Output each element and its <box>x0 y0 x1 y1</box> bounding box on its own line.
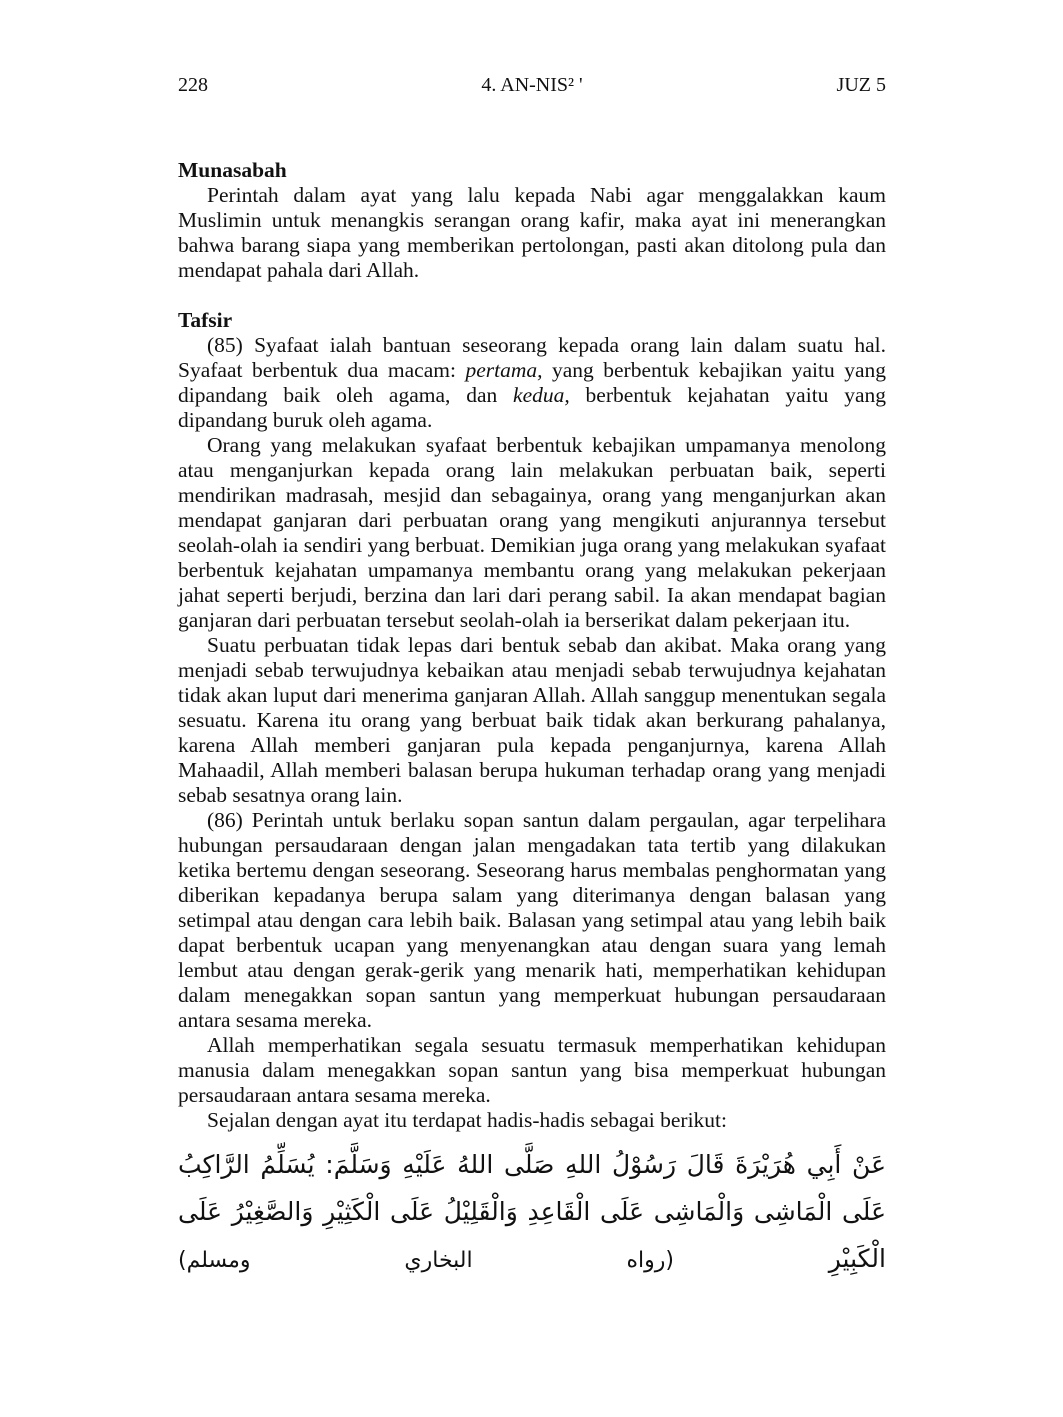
tafsir-paragraph: Suatu perbuatan tidak lepas dari bentuk sebab dan akibat. Maka orang yang menjadi sebab terwujudnya kebaikan atau menjadi sebab terwujudnya kejahatan tidak akan luput dari menerima ganjaran Allah. Allah sanggup menentukan segala sesuatu. Karena itu orang yang berbuat baik tidak akan berkurang pahalanya, karena Allah memberi ganjaran pula kepada penganjurnya, karena Allah Mahaadil, Allah memberi balasan berupa hukuman terhadap orang yang menjadi sebab sesatnya orang lain. <box>178 633 886 807</box>
text-run: berbentuk kejahatan yaitu yang dipandang buruk oleh agama. <box>178 383 886 432</box>
tafsir-paragraph: Orang yang melakukan syafaat berbentuk kebajikan umpamanya menolong atau menganjurkan kepada orang lain melakukan perbuatan baik, seperti mendirikan madrasah, mesjid dan sebagainya, orang yang menganjurkan akan mendapat ganjaran dari perbuatan orang yang mengikuti anjurannya tersebut seolah-olah ia sendiri yang berbuat. Demikian juga orang yang melakukan syafaat berbentuk kejahatan umpamanya membantu orang yang melakukan pekerjaan jahat seperti berjudi, berzina dan lari dari perang sabil. Ia akan mendapat bagian ganjaran dari perbuatan tersebut seolah-olah ia berserikat dalam pekerjaan itu. <box>178 433 886 632</box>
running-header <box>178 72 886 98</box>
italic-term-kedua: kedua, <box>513 383 570 407</box>
body-text <box>178 158 886 1284</box>
munasabah-paragraph: Perintah dalam ayat yang lalu kepada Nabi agar menggalakkan kaum Muslimin untuk menangkis serangan orang kafir, maka ayat ini menerangkan bahwa barang siapa yang memberikan pertolongan, pasti akan ditolong pula dan mendapat pahala dari Allah. <box>178 183 886 282</box>
munasabah-section <box>178 158 886 283</box>
text-run: (85) Syafaat ialah bantuan seseorang kepada orang lain dalam suatu hal. Syafaat berbentuk dua macam: <box>178 333 886 382</box>
surah-title: 4. AN-NIS² ' <box>481 74 583 96</box>
text-run: yang berbentuk kebajikan yaitu yang dipandang baik oleh agama, dan <box>178 358 887 407</box>
hadith-arabic <box>178 1141 886 1284</box>
tafsir-paragraph: Allah memperhatikan segala sesuatu termasuk memperhatikan kehidupan manusia dalam menegakkan sopan santun yang bisa memperkuat hubungan persaudaraan antara sesama mereka. <box>178 1033 886 1107</box>
page-number: 228 <box>178 74 208 96</box>
tafsir-paragraph: Sejalan dengan ayat itu terdapat hadis-hadis sebagai berikut: <box>207 1108 727 1132</box>
hadith-reference: (رواه البخاري ومسلم) <box>178 1248 674 1273</box>
tafsir-section <box>178 308 886 1284</box>
tafsir-paragraph-86: (86) Perintah untuk berlaku sopan santun dalam pergaulan, agar terpelihara hubungan persaudaraan dengan jalan mengadakan tata tertib yang dilakukan ketika bertemu dengan seseorang. Seseorang harus membalas penghormatan yang diberikan kepadanya berupa salam yang diterimanya dengan balasan yang setimpal atau dengan cara lebih baik. Balasan yang setimpal atau yang lebih baik dapat berbentuk ucapan yang menyenangkan atau dengan suara yang lemah lembut atau dengan gerak-gerik yang menarik hati, memperhatikan kehidupan dalam menegakkan sopan santun yang memperkuat hubungan persaudaraan antara sesama mereka. <box>178 808 886 1032</box>
munasabah-heading: Munasabah <box>178 158 287 182</box>
tafsir-paragraph-85 <box>178 333 886 433</box>
tafsir-heading: Tafsir <box>178 308 233 332</box>
hadith-text: عَنْ أَبِي هُرَيْرَةَ قَالَ رَسُوْلُ اللهِ صَلَّى اللهُ عَلَيْهِ وَسَلَّمَ: يُسَلِّمُ الرَّاكِبُ عَلَى الْمَاشِى وَالْمَاشِى عَلَى الْقَاعِدِ وَالْقَلِيْلُ عَلَى الْكَثِيْرِ وَالصَّغِيْرُ عَلَى الْكَبِيْرِ <box>178 1150 886 1273</box>
italic-term-pertama: pertama, <box>465 358 543 382</box>
juz-label: JUZ 5 <box>836 74 886 96</box>
